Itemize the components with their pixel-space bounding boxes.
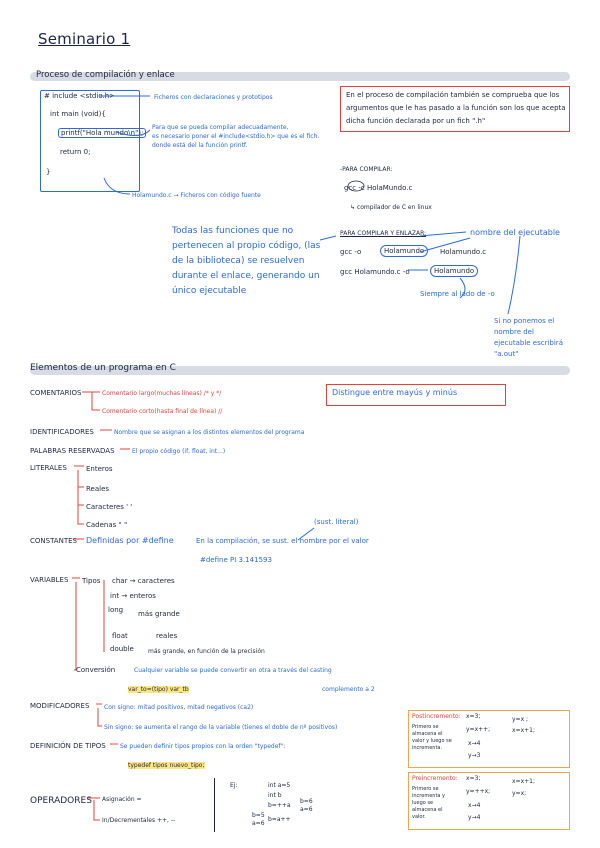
var-int: int → enteros — [110, 592, 156, 600]
var-casting: var_to=(tipo) var_tb — [128, 686, 189, 693]
page-title: Seminario 1 — [38, 30, 131, 48]
const-desc: En la compilación, se sust. el nombre por el valor — [196, 537, 369, 545]
label-constantes: CONSTANTES — [30, 537, 77, 545]
pre-2: y=++x; — [466, 788, 491, 795]
code-printf-text: printf("Hola mundo\n"); — [61, 129, 144, 137]
var-reales: reales — [156, 632, 178, 640]
var-double: double — [110, 645, 134, 653]
nombre-ejecutable: nombre del ejecutable — [470, 228, 560, 237]
pre-r2: y=x; — [512, 790, 527, 797]
siempre-note: Siempre al lado de -o — [420, 290, 495, 298]
def-desc: Se pueden definir tipos propios con la orden "typedef": — [120, 743, 286, 750]
op-ej-line-1: int a=5 — [268, 782, 291, 789]
code-line-main: int main (void){ — [50, 110, 106, 118]
label-variables: VARIABLES — [30, 576, 69, 584]
label-palabras: PALABRAS RESERVADAS — [30, 447, 115, 455]
cmd2-b: Holamundo — [380, 245, 428, 257]
lit-reales: Reales — [86, 485, 110, 493]
op-ej-line-3: b=++a — [268, 802, 291, 809]
const-sust: (sust. literal) — [314, 518, 359, 526]
post-title: Postincremento: — [412, 713, 461, 720]
distingue-text: Distingue entre mayús y minús — [332, 388, 458, 397]
var-grande: más grande — [138, 610, 180, 618]
post-desc: Primero se almacena el valor y luego se incrementa. — [412, 724, 452, 751]
op-ej-line-2: int b — [268, 792, 282, 799]
no-ponemos-note: Si no ponemos el nombre del ejecutable escribirá "a.out" — [494, 317, 563, 358]
code-line-include: # include <stdio.h> — [44, 92, 116, 100]
mod-sinsigno: Sin signo: se aumenta el rango de la variable (tienes el doble de nº positivos) — [104, 724, 338, 731]
lit-enteros: Enteros — [86, 465, 113, 473]
palabras-desc: El propio código (if, float, int...) — [132, 448, 226, 455]
section-heading-elementos: Elementos de un programa en C — [30, 363, 176, 373]
note-printf-1: Para que se pueda compilar adecuadamente, — [152, 124, 289, 131]
pre-4: y→4 — [468, 814, 481, 821]
lit-caracteres: Caracteres ' ' — [86, 503, 133, 511]
com-corto: Comentario corto(hasta final de línea) // — [102, 408, 223, 415]
pre-1: x=3; — [466, 775, 481, 782]
compilar-title: -PARA COMPILAR: — [340, 166, 393, 173]
pre-3: x→4 — [468, 802, 481, 809]
lit-cadenas: Cadenas " " — [86, 521, 128, 529]
op-ej-right-1: b=6 — [300, 798, 313, 805]
op-asignacion: Asignación = — [102, 796, 142, 803]
code-line-return: return 0; — [60, 148, 91, 156]
post-4: y→3 — [468, 752, 481, 759]
compilation-check-text: En el proceso de compilación también se comprueba que los argumentos que le has pasado a la función son los que acepta dicha función declarada por un fich ".h" — [346, 91, 566, 125]
post-2: y=x++; — [466, 726, 491, 733]
cmd3-a: gcc Holamundo.c -o — [340, 268, 410, 276]
op-incdec: In/Decrementales ++, -- — [102, 817, 176, 824]
var-conv-desc: Cualquier variable se puede convertir en otra a través del casting — [134, 667, 332, 674]
op-ej-label: Ej: — [230, 782, 238, 789]
cmd2-a: gcc -o — [340, 248, 362, 256]
note-printf-3: donde está del la función printf. — [152, 142, 248, 149]
post-1: x=3; — [466, 713, 481, 720]
mod-signo: Con signo: mitad positivos, mitad negativos (ca2) — [104, 704, 254, 711]
pre-desc: Primero se incrementa y luego se almacena el valor. — [412, 786, 446, 820]
compilar-note: ↳ compilador de C en linux — [350, 204, 432, 211]
label-operadores: OPERADORES — [30, 796, 92, 806]
post-3: x→4 — [468, 740, 481, 747]
label-literales: LITERALES — [30, 464, 67, 472]
pre-title: Preincremento: — [412, 775, 458, 782]
note-file: Holamundo.c → Ficheros con código fuente — [132, 192, 261, 199]
label-identificadores: IDENTIFICADORES — [30, 428, 94, 436]
code-block — [40, 90, 140, 192]
op-ej-last: b=a++ — [268, 816, 291, 823]
label-def-tipos: DEFINICIÓN DE TIPOS — [30, 742, 106, 750]
ident-desc: Nombre que se asignan a los distintos elementos del programa — [114, 429, 305, 436]
post-r2: x=x+1; — [512, 727, 535, 734]
cmd2-c: Holamundo.c — [440, 248, 487, 256]
code-line-close: } — [46, 168, 51, 176]
var-prec: más grande, en función de la precisión — [148, 648, 265, 655]
mod-complemento: complemento a 2 — [322, 686, 375, 693]
var-char: char → caracteres — [112, 577, 175, 585]
const-def: Definidas por #define — [86, 536, 174, 545]
compilar-cmd: gcc -c HolaMundo.c — [344, 184, 413, 192]
code-line-printf — [58, 128, 146, 138]
var-float: float — [112, 632, 128, 640]
section-heading-compilacion: Proceso de compilación y enlace — [36, 70, 175, 80]
com-largo: Comentario largo(muchas líneas) /* y */ — [102, 390, 222, 397]
var-conversion: Conversión — [76, 666, 116, 674]
var-tipos: Tipos — [82, 577, 101, 585]
post-r1: y=x ; — [512, 716, 529, 723]
pre-r1: x=x+1; — [512, 778, 535, 785]
compilar-enlazar-title: PARA COMPILAR Y ENLAZAR: — [340, 230, 427, 237]
enlace-text: Todas las funciones que no pertenecen al propio código, (las de la biblioteca) se resuelven durante el enlace, generando un único ejecutable — [172, 226, 321, 296]
label-comentarios: COMENTARIOS — [30, 389, 82, 397]
cmd3-b: Holamundo — [430, 265, 478, 277]
op-ej-right-2: a=6 — [300, 806, 313, 813]
note-printf-2: es necesario poner el #include<stdio.h> que es el fich. — [152, 133, 320, 140]
operators-divider — [214, 778, 215, 832]
label-modificadores: MODIFICADORES — [30, 702, 90, 710]
op-ej-line-5: a=6 — [252, 820, 265, 827]
const-example: #define PI 3.141593 — [200, 556, 272, 564]
op-ej-line-4: b=5 — [252, 812, 265, 819]
note-include: Ficheros con declaraciones y prototipos — [154, 94, 273, 101]
var-long: long — [108, 606, 124, 614]
def-example: typedef tipos nuevo_tipo; — [128, 762, 205, 769]
